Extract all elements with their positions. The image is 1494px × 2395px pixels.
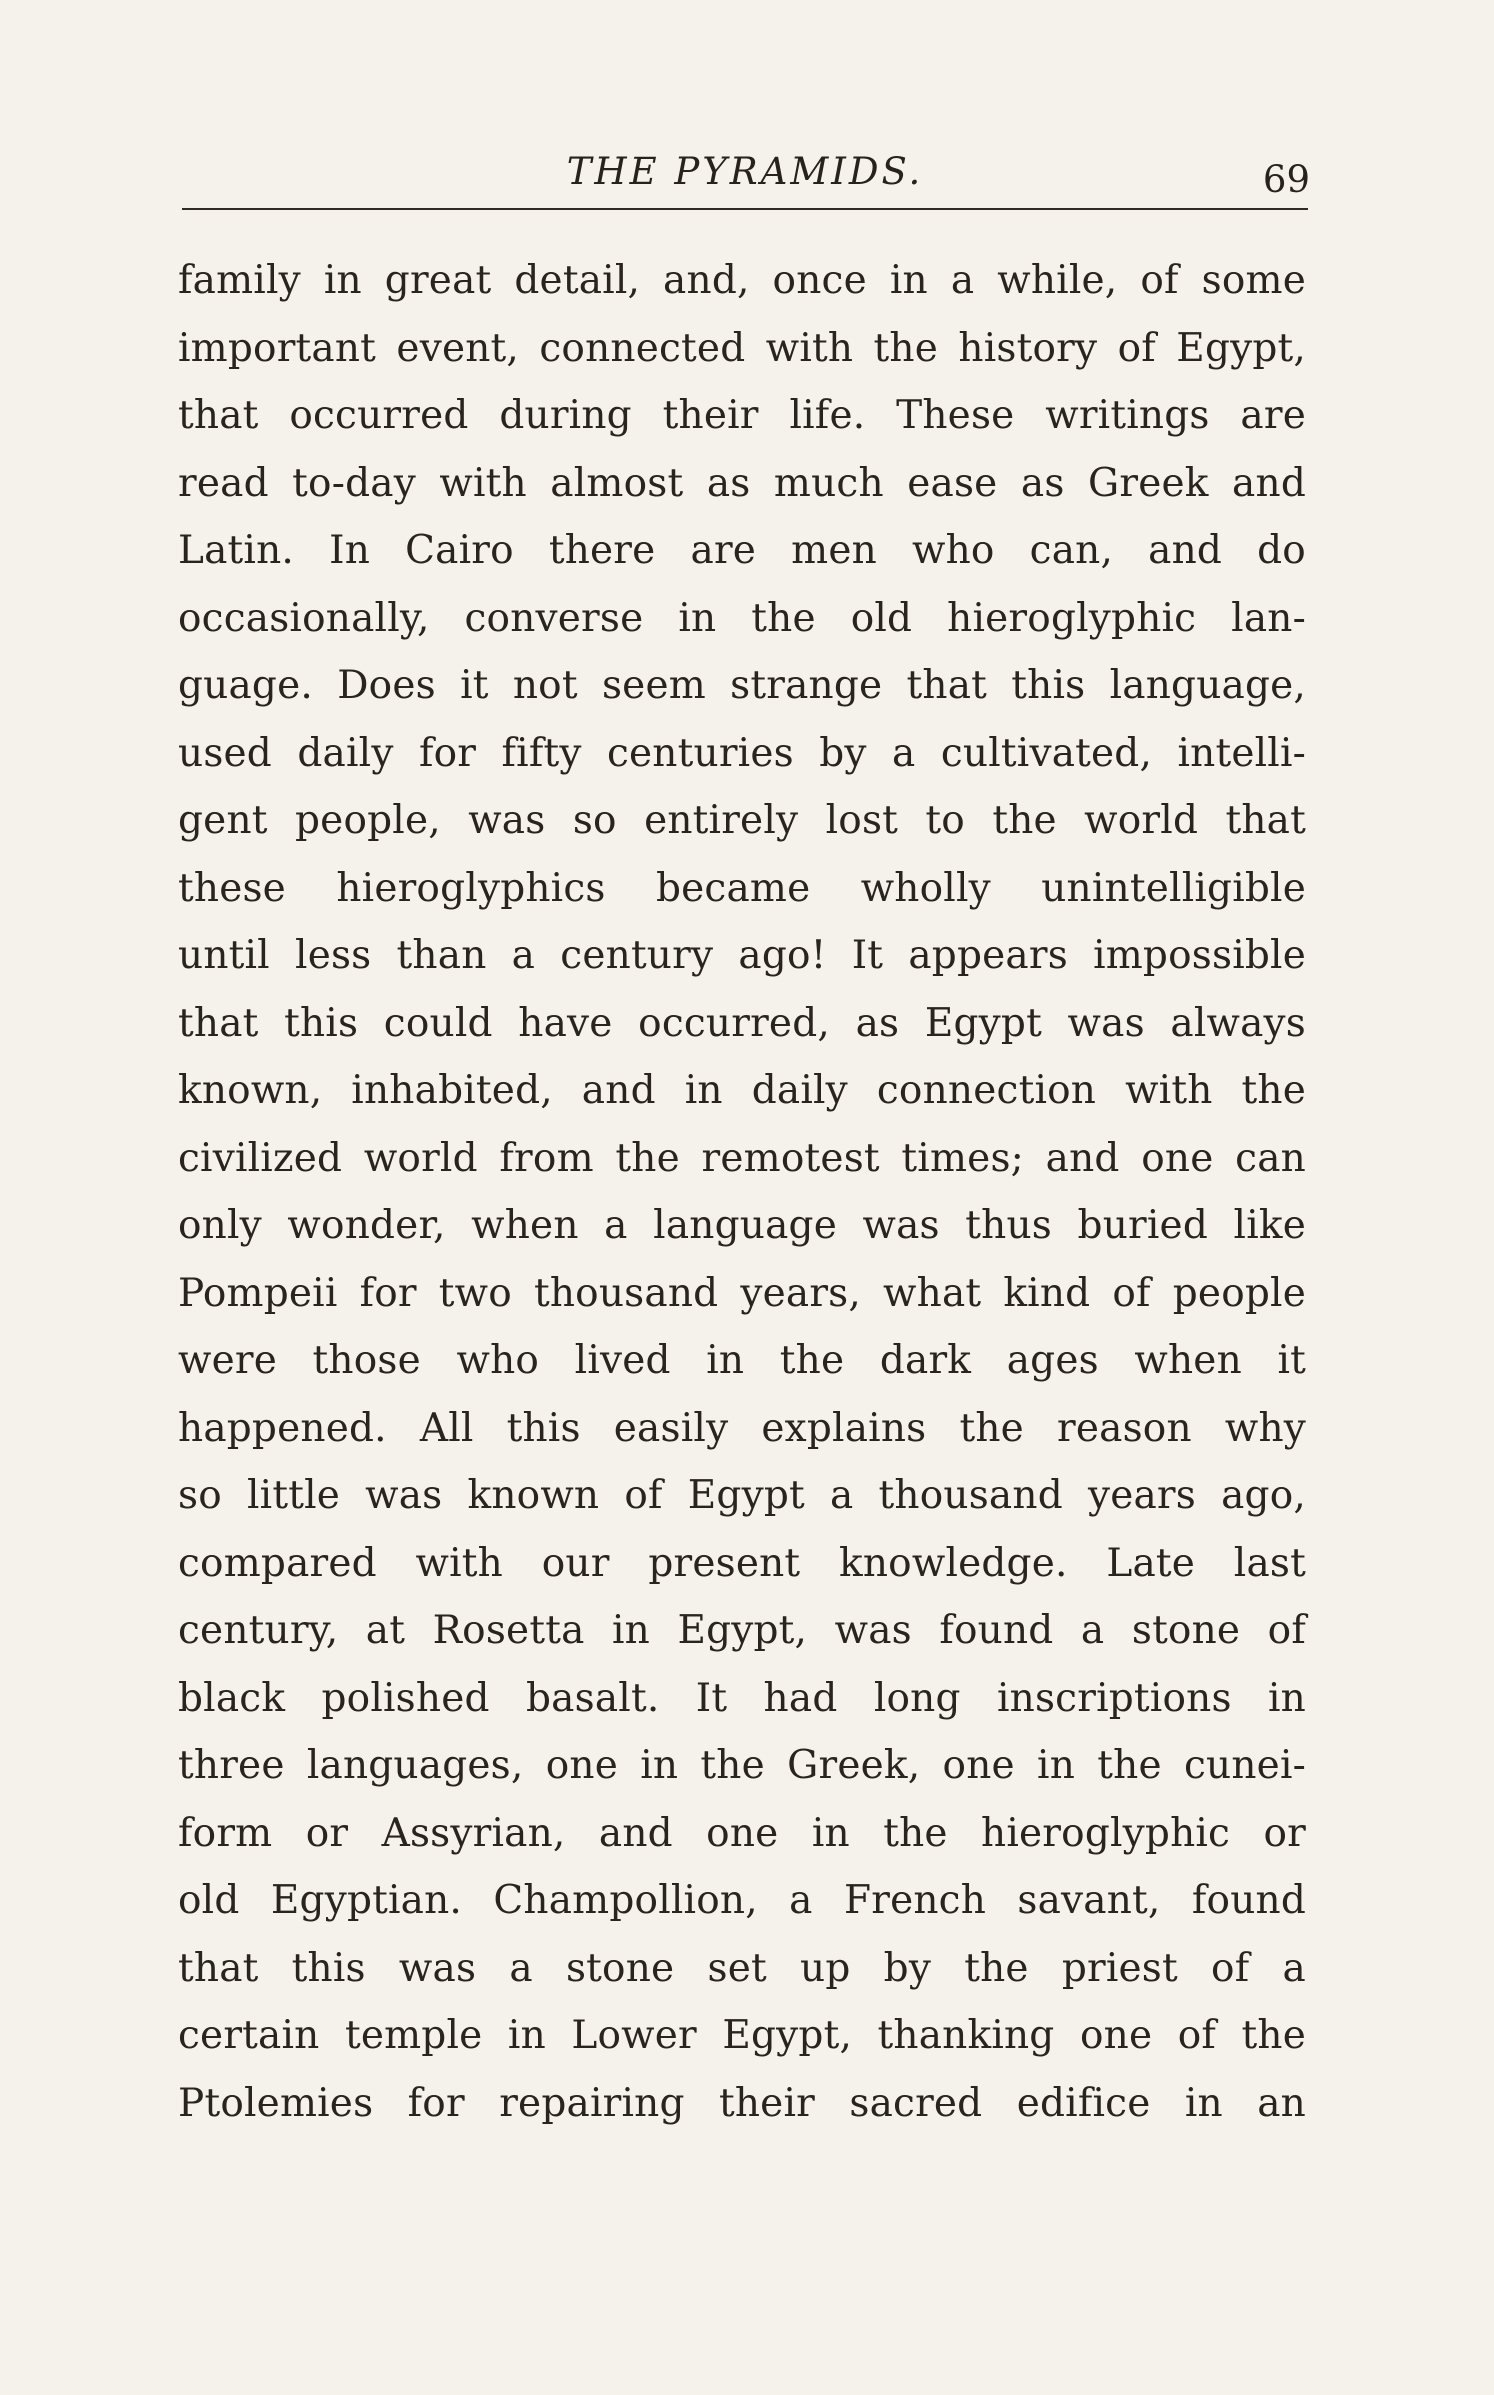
text-line: these hieroglyphics became wholly unintelligible: [178, 865, 1306, 911]
text-line: known, inhabited, and in daily connection with the: [178, 1068, 1306, 1113]
text-line: until less than a century ago! It appears impossible: [178, 933, 1306, 978]
running-title: THE PYRAMIDS.: [566, 150, 924, 193]
text-line: Ptolemies for repairing their sacred edifice in an: [178, 2080, 1306, 2126]
text-line: three languages, one in the Greek, one in the cunei-: [178, 1743, 1306, 1788]
text-line: form or Assyrian, and one in the hieroglyphic or: [178, 1810, 1306, 1856]
header-rule: [182, 208, 1308, 210]
body-text: [178, 247, 1306, 2137]
text-line: black polished basalt. It had long inscriptions in: [178, 1675, 1306, 1721]
text-line: old Egyptian. Champollion, a French savant, found: [178, 1878, 1306, 1923]
text-line: Pompeii for two thousand years, what kind of people: [178, 1270, 1306, 1316]
text-line: Latin. In Cairo there are men who can, and do: [178, 528, 1306, 573]
text-line: only wonder, when a language was thus buried like: [178, 1203, 1306, 1248]
text-line: that this could have occurred, as Egypt was always: [178, 1000, 1306, 1046]
text-line: were those who lived in the dark ages when it: [178, 1338, 1306, 1383]
page-number: 69: [1262, 158, 1310, 201]
text-line: that this was a stone set up by the priest of a: [178, 1945, 1306, 1991]
text-line: compared with our present knowledge. Late last: [178, 1540, 1306, 1586]
text-line: family in great detail, and, once in a while, of some: [178, 258, 1306, 303]
text-line: gent people, was so entirely lost to the world that: [178, 798, 1306, 843]
text-line: century, at Rosetta in Egypt, was found a stone of: [178, 1608, 1306, 1653]
text-line: read to-day with almost as much ease as Greek and: [178, 460, 1306, 506]
running-head: [180, 150, 1310, 200]
text-line: certain temple in Lower Egypt, thanking one of the: [178, 2013, 1306, 2058]
text-line: guage. Does it not seem strange that this language,: [178, 663, 1306, 708]
text-line: used daily for fifty centuries by a cultivated, intelli-: [178, 730, 1306, 776]
text-line: occasionally, converse in the old hieroglyphic lan-: [178, 595, 1306, 641]
text-line: civilized world from the remotest times; and one can: [178, 1135, 1306, 1181]
text-line: happened. All this easily explains the reason why: [178, 1405, 1306, 1451]
text-line: that occurred during their life. These writings are: [178, 393, 1306, 438]
text-line: important event, connected with the history of Egypt,: [178, 325, 1306, 371]
text-line: so little was known of Egypt a thousand years ago,: [178, 1473, 1306, 1518]
